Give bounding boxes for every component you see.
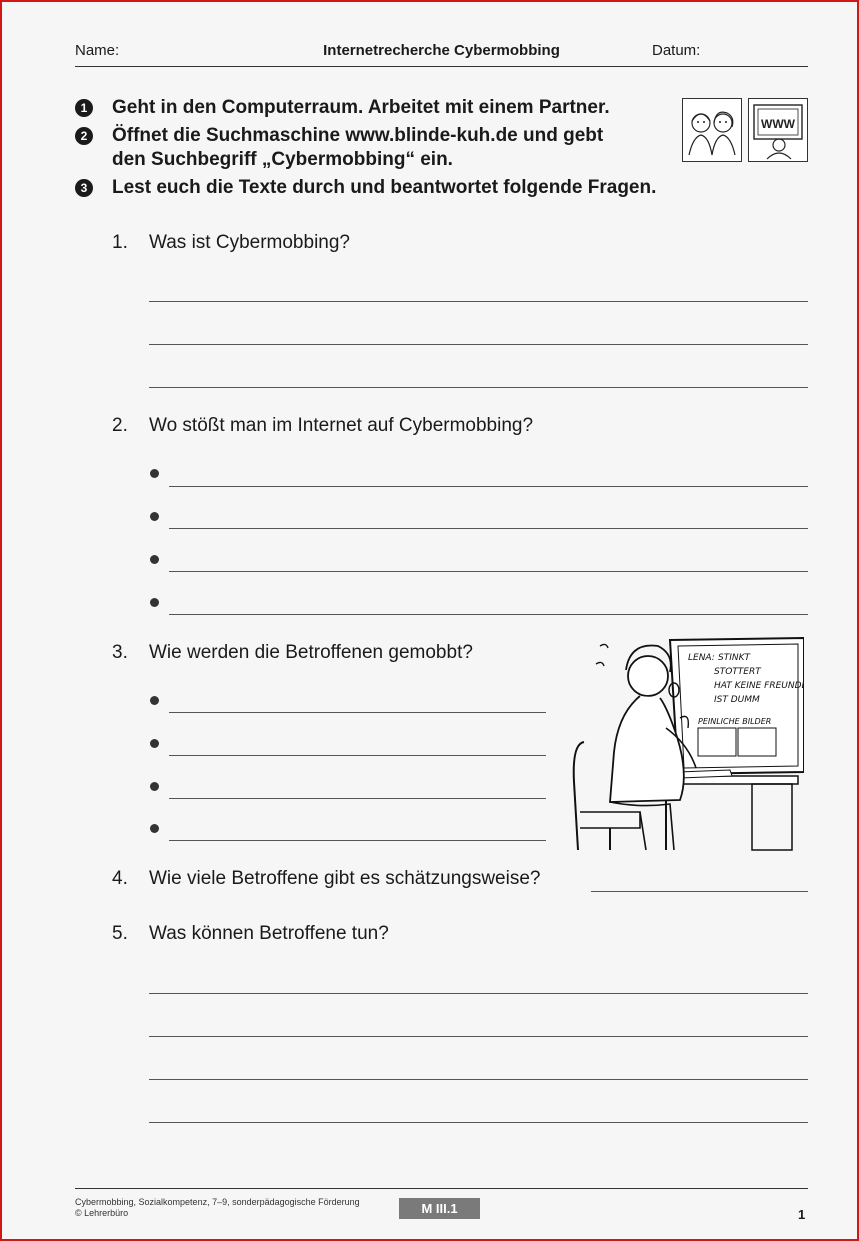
page-number: 1 xyxy=(798,1207,806,1222)
answer-line[interactable] xyxy=(149,1079,808,1080)
screen-text-lena: LENA: xyxy=(688,653,715,663)
question-5-number: 5. xyxy=(112,923,128,944)
question-1-number: 1. xyxy=(112,232,128,253)
screen-text-line: STOTTERT xyxy=(714,667,761,677)
answer-line[interactable] xyxy=(169,755,546,756)
screen-text-line: IST DUMM xyxy=(714,695,760,705)
worksheet-header xyxy=(75,42,808,67)
bullet-point xyxy=(150,824,159,833)
answer-line[interactable] xyxy=(149,1122,808,1123)
bullet-point xyxy=(150,469,159,478)
footer-series-text: Cybermobbing, Sozialkompetenz, 7–9, sonderpädagogische Förderung xyxy=(75,1197,360,1207)
answer-line[interactable] xyxy=(591,891,808,892)
footer-divider xyxy=(75,1188,808,1189)
answer-line[interactable] xyxy=(169,798,546,799)
question-3-number: 3. xyxy=(112,642,128,663)
answer-line[interactable] xyxy=(149,1036,808,1037)
partner-kids-icon xyxy=(682,98,742,162)
screen-text-line: STINKT xyxy=(718,653,750,663)
answer-line[interactable] xyxy=(149,344,808,345)
question-2-number: 2. xyxy=(112,415,128,436)
question-5-text: Was können Betroffene tun? xyxy=(149,923,389,944)
question-4-text: Wie viele Betroffene gibt es schätzungsweise? xyxy=(149,868,541,889)
date-label: Datum: xyxy=(652,42,701,59)
screen-caption: PEINLICHE BILDER xyxy=(698,717,772,726)
answer-line[interactable] xyxy=(169,712,546,713)
instruction-2-text: Öffnet die Suchmaschine www.blinde-kuh.de und gebt xyxy=(112,125,604,146)
bullet-point xyxy=(150,512,159,521)
answer-line[interactable] xyxy=(149,993,808,994)
www-icon-text: WWW xyxy=(761,117,795,131)
answer-line[interactable] xyxy=(169,486,808,487)
question-2-text: Wo stößt man im Internet auf Cybermobbing? xyxy=(149,415,534,436)
answer-line[interactable] xyxy=(149,387,808,388)
instruction-1-text: Geht in den Computerraum. Arbeitet mit einem Partner. xyxy=(112,97,610,118)
question-4-number: 4. xyxy=(112,868,128,889)
bullet-point xyxy=(150,555,159,564)
www-computer-icon xyxy=(748,98,808,162)
step-number-3: 3 xyxy=(75,179,93,197)
screen-text-line: HAT KEINE FREUNDE xyxy=(714,681,804,691)
bullet-point xyxy=(150,696,159,705)
bullet-point xyxy=(150,598,159,607)
cyberbullying-illustration xyxy=(570,632,804,854)
step-number-1: 1 xyxy=(75,99,93,117)
question-3-text: Wie werden die Betroffenen gemobbt? xyxy=(149,642,473,663)
step-number-2: 2 xyxy=(75,127,93,145)
instruction-2-text-line2: den Suchbegriff „Cybermobbing“ ein. xyxy=(112,149,453,170)
instruction-3-text: Lest euch die Texte durch und beantwortet folgende Fragen. xyxy=(112,177,657,198)
bullet-point xyxy=(150,739,159,748)
answer-line[interactable] xyxy=(169,571,808,572)
worksheet-code-badge: M III.1 xyxy=(399,1198,480,1219)
bullet-point xyxy=(150,782,159,791)
answer-line[interactable] xyxy=(169,528,808,529)
answer-line[interactable] xyxy=(169,840,546,841)
worksheet-title: Internetrecherche Cybermobbing xyxy=(323,42,560,59)
answer-line[interactable] xyxy=(169,614,808,615)
name-label: Name: xyxy=(75,42,120,59)
footer-copyright: © Lehrerbüro xyxy=(75,1208,129,1218)
answer-line[interactable] xyxy=(149,301,808,302)
question-1-text: Was ist Cybermobbing? xyxy=(149,232,350,253)
